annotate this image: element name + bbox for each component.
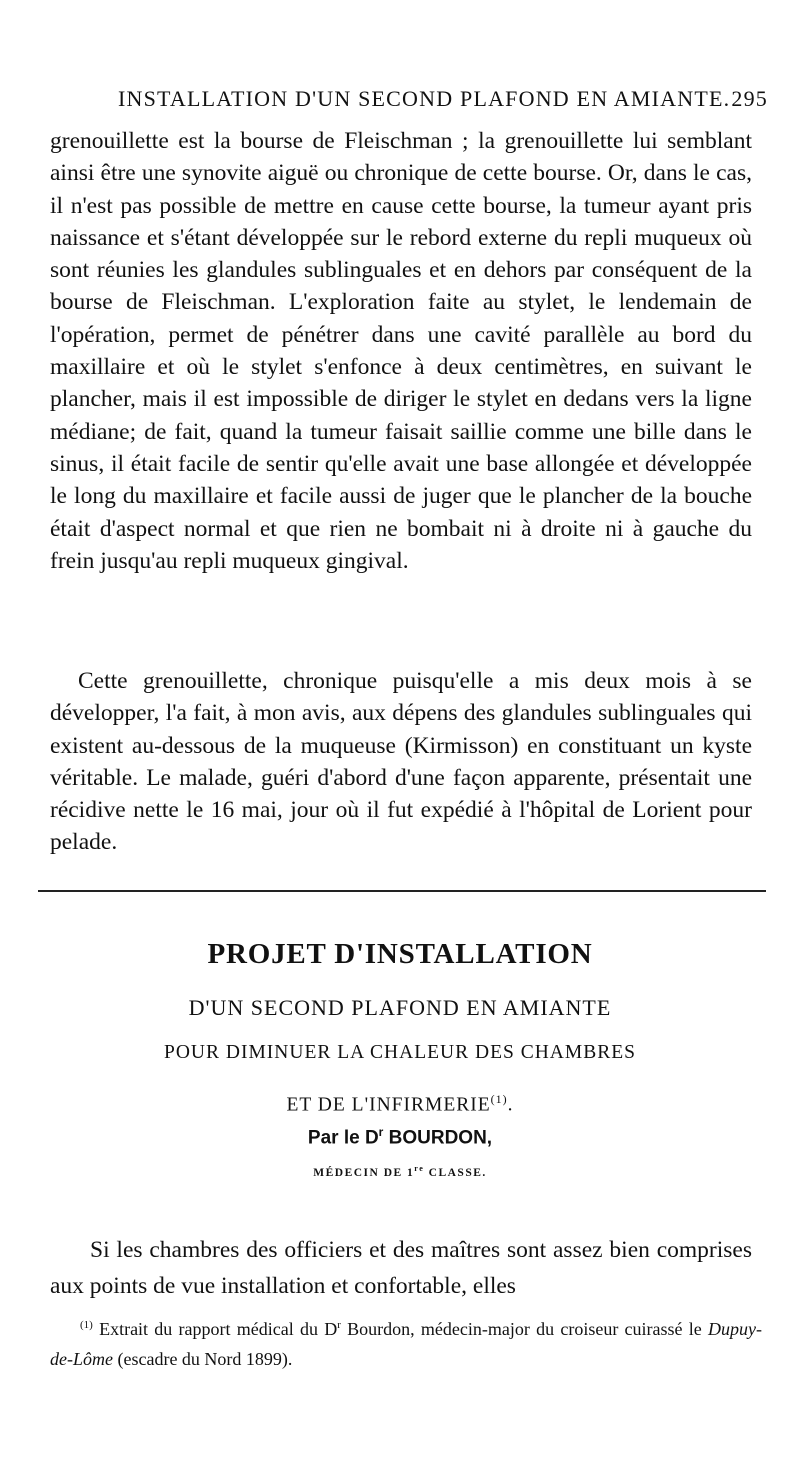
author-line	[0, 1125, 800, 1149]
footnote-marker: (1)	[80, 1319, 93, 1331]
footnote-text-b: Bourdon, médecin-major du croiseur cuirassé le	[340, 1319, 709, 1339]
footnote	[50, 1310, 762, 1374]
author-role	[0, 1164, 800, 1179]
ship-name: Dupuy-de-Lôme	[50, 1319, 762, 1369]
article-title: PROJET D'INSTALLATION	[207, 938, 593, 970]
role-sup: re	[414, 1164, 425, 1173]
article-subtitle-1: D'UN SECOND PLAFOND EN AMIANTE	[188, 995, 612, 1020]
author-name: BOURDON,	[383, 1127, 493, 1149]
footnote-text-c: (escadre du Nord 1899).	[112, 1349, 293, 1369]
section-divider	[38, 890, 766, 892]
paragraph-grenouillette: Cette grenouillette, chronique puisqu'elle a mis deux mois à se développer, l'a fait, à mon avis, aux dépens des glandules sublinguales qui existent au-dessous de la muqueuse (Kirmisson) en constituant un kyste véritable. Le malade, guéri d'abord d'une façon apparente, présentait une récidive nette le 16 mai, jour où il fut expédié à l'hôpital de Lorient pour pelade.	[50, 668, 752, 856]
role-prefix: MÉDECIN DE 1	[313, 1166, 415, 1179]
footnote-text-a: Extrait du rapport médical du D	[92, 1319, 338, 1339]
article-subtitle-3: ET DE L'INFIRMERIE$^{(1)}$.	[286, 1092, 514, 1116]
article-subtitle-2: POUR DIMINUER LA CHALEUR DES CHAMBRES	[164, 1042, 636, 1063]
role-suffix: CLASSE.	[424, 1166, 487, 1179]
paragraph-continued: grenouillette est la bourse de Fleischman ; la grenouillette lui semblant ainsi être une synovite aiguë ou chronique de cette bourse. Or, dans le cas, il n'est pas possible de mettre en cause cette bourse, la tumeur ayant pris naissance et s'étant développée sur le rebord externe du repli muqueux où sont réunies les glandules sublinguales et en dehors par conséquent de la bourse de Fleischman. L'exploration faite au stylet, le lendemain de l'opération, permet de pénétrer dans une cavité parallèle au bord du maxillaire et où le stylet s'enfonce à deux centimètres, en suivant le plancher, mais il est impossible de diriger le stylet en dedans vers la ligne médiane; de fait, quand la tumeur faisait saillie comme une bille dans le sinus, il était facile de sentir qu'elle avait une base allongée et développée le long du maxillaire et facile aussi de juger que le plancher de la bouche était d'aspect normal et que rien ne bombait ni à droite ni à gauche du frein jusqu'au repli muqueux gingival.	[50, 128, 752, 574]
article-subtitle-3-text: ET DE L'INFIRMERIE	[286, 1094, 491, 1116]
article-opening-paragraph: Si les chambres des officiers et des maîtres sont assez bien comprises aux points de vue installation et confortable, elles	[50, 1237, 752, 1299]
author-title-sup: r	[378, 1125, 384, 1139]
footnote-sup: r	[337, 1319, 341, 1331]
running-head-title: INSTALLATION D'UN SECOND PLAFOND EN AMIANTE.	[118, 86, 731, 111]
author-prefix: Par le D	[307, 1127, 379, 1149]
page-number: 295	[731, 86, 768, 111]
footnote-reference: (1)	[490, 1092, 508, 1106]
